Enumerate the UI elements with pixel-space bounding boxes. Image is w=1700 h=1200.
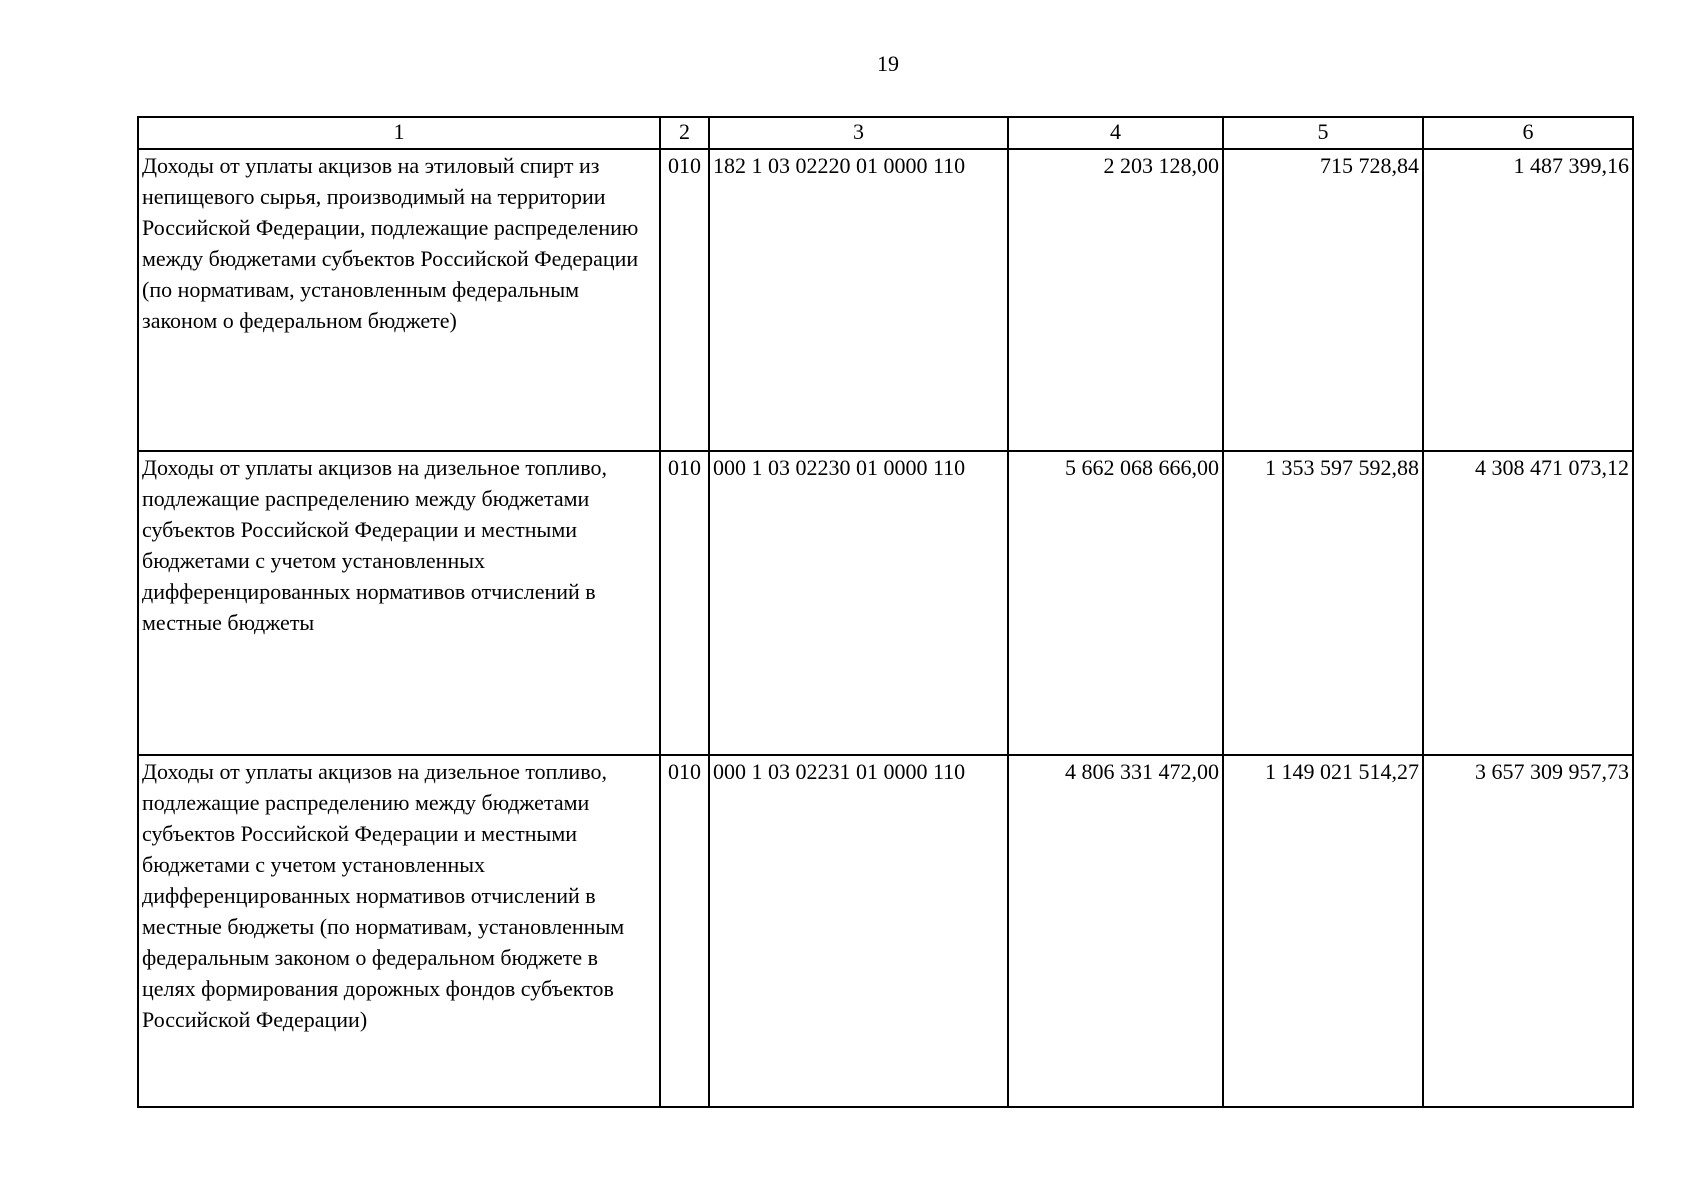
value-column-5-cell: 1 353 597 592,88 xyxy=(1223,451,1423,755)
column-header-4: 4 xyxy=(1008,117,1223,149)
table-row xyxy=(138,451,1633,755)
value-column-6-cell: 4 308 471 073,12 xyxy=(1423,451,1633,755)
column-header-1: 1 xyxy=(138,117,660,149)
column-header-3: 3 xyxy=(709,117,1008,149)
value-column-4-cell: 5 662 068 666,00 xyxy=(1008,451,1223,755)
income-name-cell: Доходы от уплаты акцизов на этиловый спирт из непищевого сырья, производимый на территории Российской Федерации, подлежащие распределению между бюджетами субъектов Российской Федерации (по нормативам, установленным федеральным законом о федеральном бюджете) xyxy=(138,149,660,451)
budget-classification-code-cell: 000 1 03 02230 01 0000 110 xyxy=(709,451,1008,755)
line-code-cell: 010 xyxy=(660,755,709,1107)
line-code-cell: 010 xyxy=(660,451,709,755)
value-column-5-cell: 715 728,84 xyxy=(1223,149,1423,451)
value-column-6-cell: 1 487 399,16 xyxy=(1423,149,1633,451)
income-name-cell: Доходы от уплаты акцизов на дизельное топливо, подлежащие распределению между бюджетами субъектов Российской Федерации и местными бюджетами с учетом установленных дифференцированных нормативов отчислений в местные бюджеты (по нормативам, установленным федеральным законом о федеральном бюджете в целях формирования дорожных фондов субъектов Российской Федерации) xyxy=(138,755,660,1107)
column-header-2: 2 xyxy=(660,117,709,149)
table-header-row xyxy=(138,117,1633,149)
budget-classification-code-cell: 000 1 03 02231 01 0000 110 xyxy=(709,755,1008,1107)
budget-table xyxy=(137,116,1634,1108)
line-code-cell: 010 xyxy=(660,149,709,451)
value-column-5-cell: 1 149 021 514,27 xyxy=(1223,755,1423,1107)
value-column-4-cell: 2 203 128,00 xyxy=(1008,149,1223,451)
income-name-cell: Доходы от уплаты акцизов на дизельное топливо, подлежащие распределению между бюджетами субъектов Российской Федерации и местными бюджетами с учетом установленных дифференцированных нормативов отчислений в местные бюджеты xyxy=(138,451,660,755)
column-header-5: 5 xyxy=(1223,117,1423,149)
table-row xyxy=(138,149,1633,451)
value-column-4-cell: 4 806 331 472,00 xyxy=(1008,755,1223,1107)
page-number: 19 xyxy=(877,51,899,76)
table-row xyxy=(138,755,1633,1107)
value-column-6-cell: 3 657 309 957,73 xyxy=(1423,755,1633,1107)
budget-classification-code-cell: 182 1 03 02220 01 0000 110 xyxy=(709,149,1008,451)
column-header-6: 6 xyxy=(1423,117,1633,149)
